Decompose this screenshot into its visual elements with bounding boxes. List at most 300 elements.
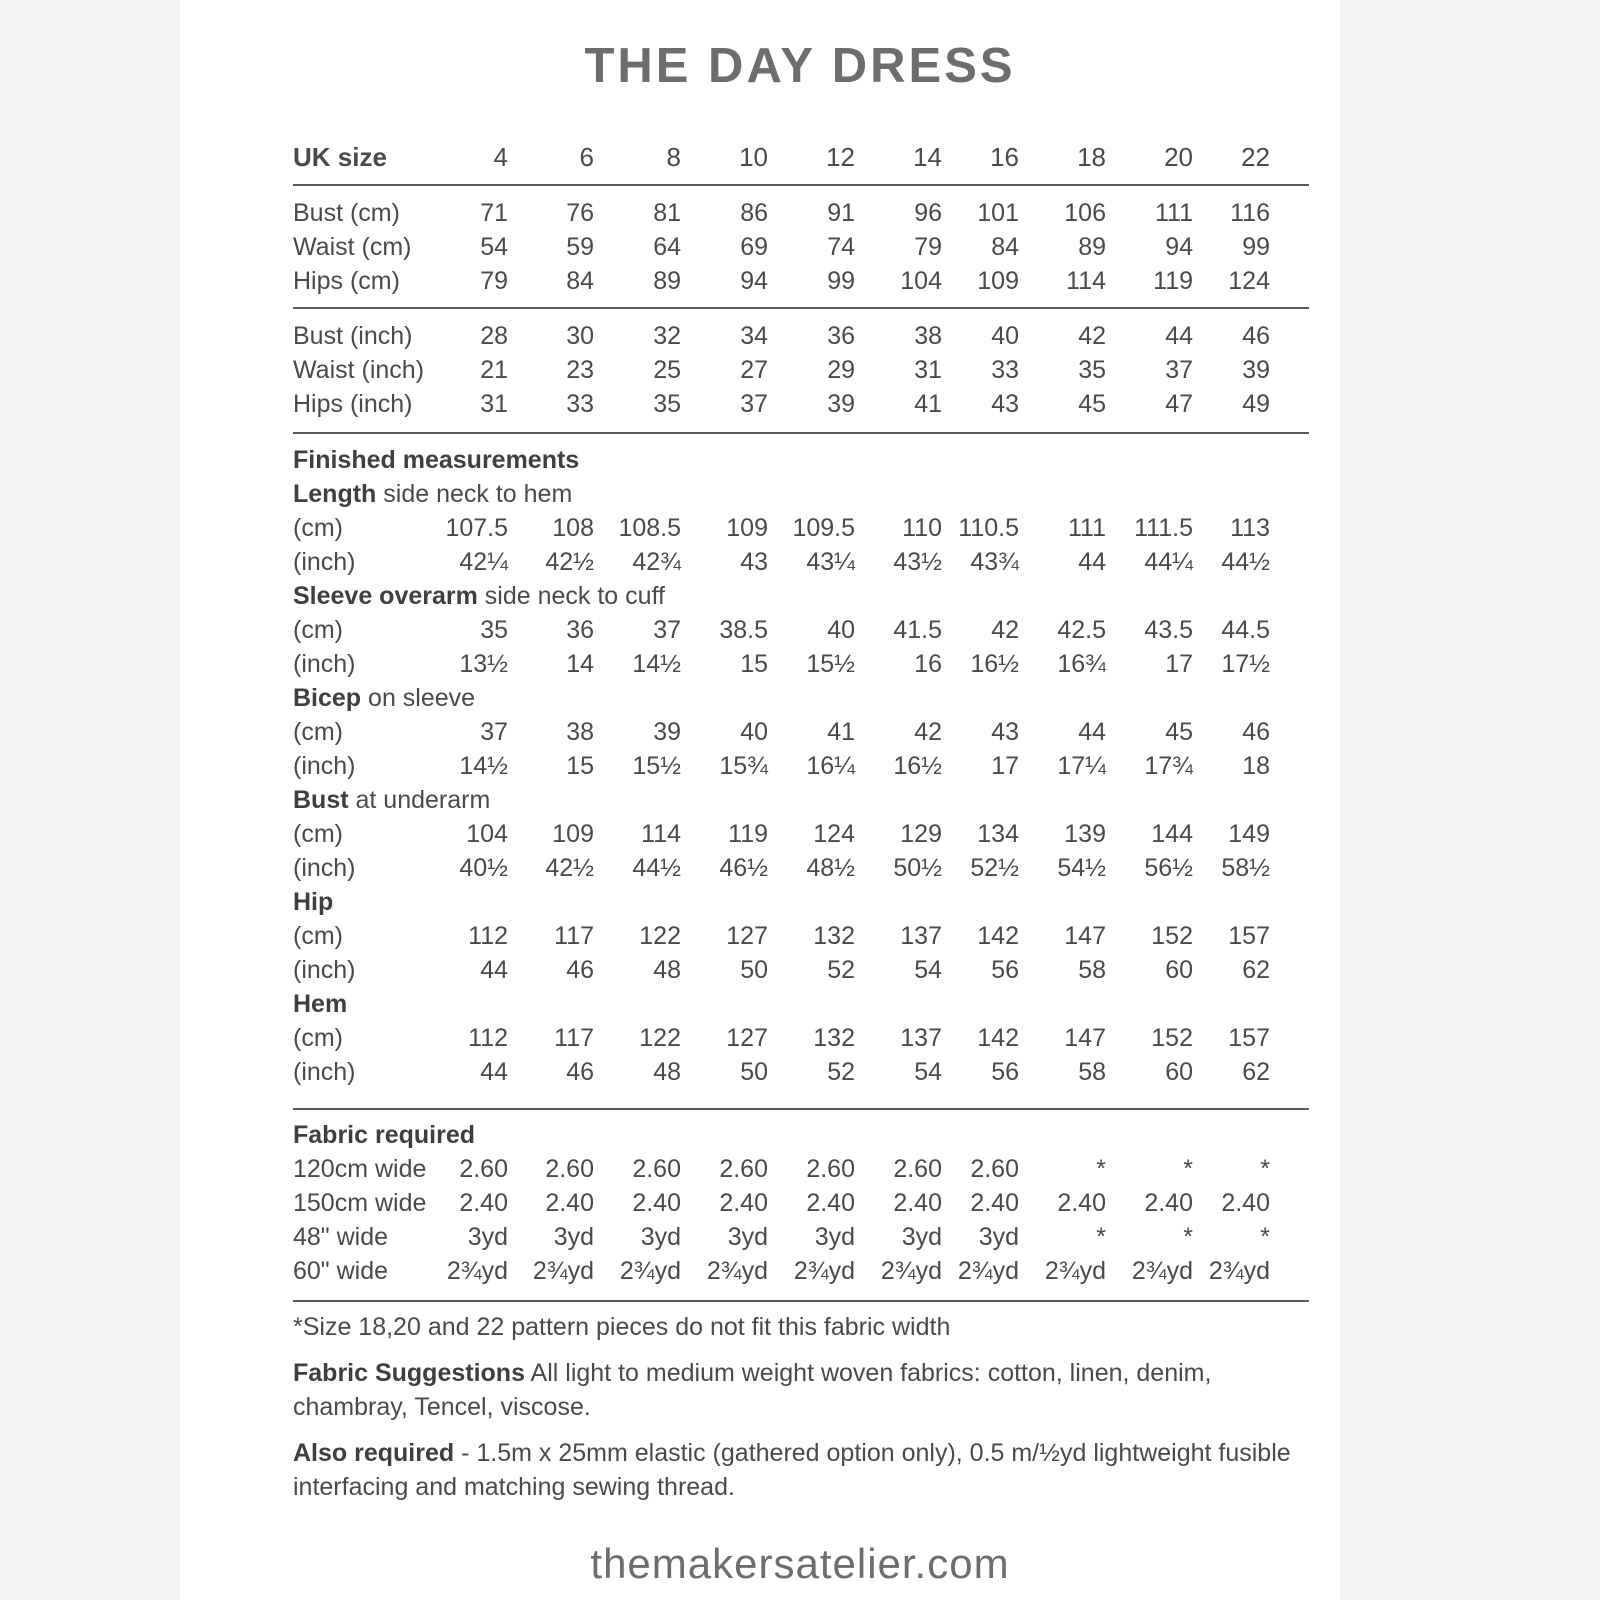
table-cell: 2¾yd [1044, 1257, 1106, 1285]
table-cell: 14 [913, 142, 942, 172]
table-cell: 2.40 [893, 1189, 942, 1217]
table-cell: 23 [566, 356, 594, 384]
divider [293, 184, 1309, 186]
table-cell: 44½ [1221, 548, 1270, 576]
table-cell: 134 [977, 820, 1019, 848]
table-cell: 43 [991, 718, 1019, 746]
table-cell: 50 [740, 956, 768, 984]
table-cell: 45 [1078, 390, 1106, 418]
table-cell: 108 [552, 514, 594, 542]
table-cell: 35 [653, 390, 681, 418]
table-cell: 124 [813, 820, 855, 848]
table-cell: 101 [977, 199, 1019, 227]
table-cell: 2.40 [1144, 1189, 1193, 1217]
table-cell: 25 [653, 356, 681, 384]
table-cell: 106 [1064, 199, 1106, 227]
table-row [0, 1021, 1600, 1055]
table-cell: 30 [566, 322, 594, 350]
table-cell: 8 [666, 142, 681, 172]
table-row [0, 613, 1600, 647]
table-cell: 132 [813, 1024, 855, 1052]
table-cell: 40 [740, 718, 768, 746]
table-cell: * [1260, 1223, 1270, 1251]
divider [293, 1108, 1309, 1110]
table-cell: 44 [1078, 718, 1106, 746]
table-cell: 2¾yd [1131, 1257, 1193, 1285]
row-label: UK size [293, 142, 387, 172]
row-label: (cm) [293, 820, 343, 848]
section-heading-bold: Bicep [293, 684, 362, 712]
table-cell: 21 [480, 356, 508, 384]
table-cell: 45 [1165, 718, 1193, 746]
table-cell: 2¾yd [1208, 1257, 1270, 1285]
table-cell: 42½ [545, 854, 594, 882]
row-label: (cm) [293, 1024, 343, 1052]
row-label: (inch) [293, 1058, 356, 1086]
table-cell: 39 [827, 390, 855, 418]
table-cell: 2.60 [719, 1155, 768, 1183]
table-cell: 3yd [901, 1223, 942, 1251]
table-cell: 104 [900, 267, 942, 295]
table-cell: 79 [480, 267, 508, 295]
table-cell: 2.60 [459, 1155, 508, 1183]
group-heading [293, 987, 347, 1021]
table-cell: 127 [726, 1024, 768, 1052]
table-cell: 14 [566, 650, 594, 678]
section-heading-bold: Fabric required [293, 1121, 475, 1149]
also-required [293, 1436, 1313, 1504]
table-cell: 91 [827, 199, 855, 227]
table-cell: 56 [991, 956, 1019, 984]
table-cell: 46½ [719, 854, 768, 882]
fabric-suggestions-text: All light to medium weight woven fabrics: cotton, linen, denim, chambray, Tencel, viscose. [293, 1359, 1212, 1421]
table-cell: 58 [1078, 956, 1106, 984]
table-cell: 33 [566, 390, 594, 418]
table-cell: 16½ [970, 650, 1019, 678]
table-cell: 29 [827, 356, 855, 384]
table-row [0, 196, 1600, 230]
table-cell: 64 [653, 233, 681, 261]
table-cell: 27 [740, 356, 768, 384]
table-cell: 18 [1077, 142, 1106, 172]
table-cell: 52½ [970, 854, 1019, 882]
table-cell: 3yd [640, 1223, 681, 1251]
table-cell: 117 [554, 922, 594, 950]
table-row [0, 353, 1600, 387]
table-cell: 41 [914, 390, 942, 418]
table-row [0, 1055, 1600, 1089]
table-cell: 33 [991, 356, 1019, 384]
table-cell: 43¾ [970, 548, 1019, 576]
table-row [0, 647, 1600, 681]
table-cell: 52 [827, 1058, 855, 1086]
table-cell: 54 [480, 233, 508, 261]
table-cell: 109.5 [792, 514, 855, 542]
table-cell: 111.5 [1134, 514, 1193, 542]
table-cell: 58 [1078, 1058, 1106, 1086]
row-label: (cm) [293, 514, 343, 542]
table-row [0, 387, 1600, 421]
table-cell: * [1183, 1223, 1193, 1251]
table-cell: 84 [991, 233, 1019, 261]
group-heading [293, 885, 333, 919]
table-cell: 111 [1067, 514, 1106, 542]
table-cell: 34 [740, 322, 768, 350]
table-cell: 37 [740, 390, 768, 418]
table-cell: 110.5 [958, 514, 1019, 542]
table-cell: 89 [1078, 233, 1106, 261]
table-cell: 2.40 [459, 1189, 508, 1217]
table-cell: 13½ [459, 650, 508, 678]
table-cell: 59 [566, 233, 594, 261]
table-cell: 40 [991, 322, 1019, 350]
table-cell: 2.40 [970, 1189, 1019, 1217]
table-cell: 54½ [1057, 854, 1106, 882]
row-label: (inch) [293, 854, 356, 882]
table-cell: 43 [740, 548, 768, 576]
table-cell: 147 [1064, 922, 1106, 950]
table-cell: 111 [1154, 199, 1193, 227]
table-cell: 39 [1242, 356, 1270, 384]
table-cell: 96 [914, 199, 942, 227]
table-cell: 71 [480, 199, 508, 227]
section-heading-desc: side neck to cuff [477, 582, 666, 610]
table-cell: 14½ [459, 752, 508, 780]
table-cell: 144 [1151, 820, 1193, 848]
table-cell: 60 [1165, 956, 1193, 984]
section-heading-bold: Length [293, 480, 377, 508]
table-cell: 2.40 [806, 1189, 855, 1217]
table-cell: 99 [827, 267, 855, 295]
table-cell: 20 [1164, 142, 1193, 172]
table-row [0, 511, 1600, 545]
section-heading-bold: Sleeve overarm [293, 582, 478, 610]
table-cell: 147 [1064, 1024, 1106, 1052]
table-cell: 36 [566, 616, 594, 644]
row-label: Bust (cm) [293, 199, 400, 227]
table-cell: 2¾yd [619, 1257, 681, 1285]
group-heading [293, 579, 665, 613]
row-label: (inch) [293, 650, 356, 678]
table-cell: 47 [1165, 390, 1193, 418]
table-cell: 17½ [1221, 650, 1270, 678]
row-label: Hips (inch) [293, 390, 413, 418]
table-cell: 43 [991, 390, 1019, 418]
table-cell: 16¼ [806, 752, 855, 780]
table-cell: 42¼ [459, 548, 508, 576]
table-cell: 76 [566, 199, 594, 227]
table-cell: 2.60 [545, 1155, 594, 1183]
section-heading-bold: Hem [293, 990, 348, 1018]
table-cell: 132 [813, 922, 855, 950]
table-cell: 2.40 [632, 1189, 681, 1217]
table-cell: 94 [740, 267, 768, 295]
also-required-text: - 1.5m x 25mm elastic (gathered option only), 0.5 m/½yd lightweight fusible interfacing and matching sewing thread. [293, 1439, 1291, 1501]
table-cell: 89 [653, 267, 681, 295]
table-cell: 2¾yd [446, 1257, 508, 1285]
table-cell: 2.40 [719, 1189, 768, 1217]
table-cell: 142 [977, 1024, 1019, 1052]
table-cell: 2¾yd [706, 1257, 768, 1285]
table-cell: 36 [827, 322, 855, 350]
row-label: (cm) [293, 616, 343, 644]
table-cell: 112 [468, 922, 508, 950]
table-cell: 40 [827, 616, 855, 644]
table-cell: 35 [480, 616, 508, 644]
table-cell: * [1183, 1155, 1193, 1183]
table-cell: 52 [827, 956, 855, 984]
table-cell: 35 [1078, 356, 1106, 384]
table-cell: 44 [480, 1058, 508, 1086]
table-cell: 139 [1064, 820, 1106, 848]
website-url: themakersatelier.com [590, 1540, 1010, 1587]
table-row [0, 715, 1600, 749]
table-cell: 15 [566, 752, 594, 780]
table-cell: 31 [914, 356, 942, 384]
table-cell: 2¾yd [532, 1257, 594, 1285]
table-cell: 60 [1165, 1058, 1193, 1086]
section-heading-desc: on sleeve [361, 684, 476, 712]
table-cell: 149 [1228, 820, 1270, 848]
section-heading-desc: side neck to hem [376, 480, 573, 508]
section-heading-bold: Finished measurements [293, 446, 580, 474]
table-row [0, 749, 1600, 783]
table-cell: 44 [1165, 322, 1193, 350]
table-cell: 99 [1242, 233, 1270, 261]
table-cell: 2.40 [1057, 1189, 1106, 1217]
divider [293, 1300, 1309, 1302]
table-cell: 127 [726, 922, 768, 950]
table-cell: 122 [639, 922, 681, 950]
row-label: (inch) [293, 548, 356, 576]
row-label: (inch) [293, 752, 356, 780]
table-cell: 104 [466, 820, 508, 848]
table-cell: 3yd [553, 1223, 594, 1251]
table-cell: 16¾ [1057, 650, 1106, 678]
table-cell: 43.5 [1144, 616, 1193, 644]
table-cell: 42½ [545, 548, 594, 576]
table-cell: 37 [653, 616, 681, 644]
table-cell: 3yd [727, 1223, 768, 1251]
table-cell: 44¼ [1144, 548, 1193, 576]
table-cell: 137 [900, 922, 942, 950]
table-cell: 50½ [893, 854, 942, 882]
group-heading [293, 783, 490, 817]
table-cell: 110 [902, 514, 942, 542]
row-label: 120cm wide [293, 1155, 427, 1183]
table-cell: 44 [480, 956, 508, 984]
table-cell: 107.5 [445, 514, 508, 542]
table-cell: 18 [1242, 752, 1270, 780]
table-cell: 12 [826, 142, 855, 172]
table-cell: 10 [739, 142, 768, 172]
table-cell: 122 [639, 1024, 681, 1052]
table-cell: 46 [1242, 718, 1270, 746]
table-cell: 109 [726, 514, 768, 542]
table-cell: 2.60 [970, 1155, 1019, 1183]
table-cell: 157 [1228, 1024, 1270, 1052]
table-cell: 62 [1242, 956, 1270, 984]
table-cell: 152 [1151, 1024, 1193, 1052]
table-cell: 81 [653, 199, 681, 227]
table-row [0, 230, 1600, 264]
section-heading [293, 1118, 475, 1152]
table-cell: 117 [554, 1024, 594, 1052]
table-cell: 32 [653, 322, 681, 350]
row-label: Bust (inch) [293, 322, 413, 350]
row-label: 60" wide [293, 1257, 389, 1285]
table-cell: 42.5 [1057, 616, 1106, 644]
table-cell: 124 [1228, 267, 1270, 295]
table-cell: 28 [480, 322, 508, 350]
row-label: (inch) [293, 956, 356, 984]
table-cell: 69 [740, 233, 768, 261]
table-row [0, 817, 1600, 851]
divider [293, 432, 1309, 434]
table-cell: 39 [653, 718, 681, 746]
table-cell: 42 [914, 718, 942, 746]
table-cell: 119 [1153, 267, 1193, 295]
table-cell: 3yd [978, 1223, 1019, 1251]
table-cell: 58½ [1221, 854, 1270, 882]
section-heading-bold: Bust [293, 786, 349, 814]
row-label: Hips (cm) [293, 267, 400, 295]
table-cell: 119 [728, 820, 768, 848]
table-cell: 4 [493, 142, 508, 172]
row-label: 48" wide [293, 1223, 389, 1251]
table-row [0, 919, 1600, 953]
table-cell: 46 [1242, 322, 1270, 350]
table-cell: 15½ [806, 650, 855, 678]
table-cell: 152 [1151, 922, 1193, 950]
table-cell: 114 [641, 820, 681, 848]
table-cell: 2.40 [545, 1189, 594, 1217]
table-cell: 44.5 [1221, 616, 1270, 644]
table-row [0, 1186, 1600, 1220]
table-cell: 44½ [632, 854, 681, 882]
table-cell: 129 [900, 820, 942, 848]
table-cell: 46 [566, 1058, 594, 1086]
table-cell: 157 [1228, 922, 1270, 950]
table-row [0, 1220, 1600, 1254]
table-cell: 43¼ [806, 548, 855, 576]
table-cell: 15½ [632, 752, 681, 780]
table-cell: 48½ [806, 854, 855, 882]
table-cell: 84 [566, 267, 594, 295]
table-cell: 42 [1078, 322, 1106, 350]
table-cell: 74 [827, 233, 855, 261]
table-cell: 17 [991, 752, 1019, 780]
table-cell: 2.60 [893, 1155, 942, 1183]
table-row [0, 1254, 1600, 1288]
table-cell: 41 [827, 718, 855, 746]
row-label: 150cm wide [293, 1189, 427, 1217]
table-cell: 15¾ [719, 752, 768, 780]
table-cell: 40½ [459, 854, 508, 882]
table-cell: 17 [1165, 650, 1193, 678]
table-cell: 14½ [632, 650, 681, 678]
table-cell: 48 [653, 1058, 681, 1086]
table-cell: 50 [740, 1058, 768, 1086]
table-cell: 142 [977, 922, 1019, 950]
table-cell: 42¾ [632, 548, 681, 576]
table-cell: 3yd [814, 1223, 855, 1251]
table-cell: 42 [991, 616, 1019, 644]
table-cell: 54 [914, 956, 942, 984]
table-cell: 113 [1230, 514, 1270, 542]
table-cell: * [1260, 1155, 1270, 1183]
table-cell: 2¾yd [957, 1257, 1019, 1285]
table-cell: 62 [1242, 1058, 1270, 1086]
table-cell: * [1096, 1223, 1106, 1251]
table-row [0, 1152, 1600, 1186]
fabric-suggestions [293, 1356, 1313, 1424]
table-cell: 6 [579, 142, 594, 172]
table-cell: 16 [914, 650, 942, 678]
table-cell: 38.5 [719, 616, 768, 644]
section-heading-desc: at underarm [348, 786, 491, 814]
table-cell: 38 [566, 718, 594, 746]
table-cell: 49 [1242, 390, 1270, 418]
table-row [0, 140, 1600, 174]
table-row [0, 264, 1600, 298]
table-cell: 109 [552, 820, 594, 848]
table-cell: 16 [990, 142, 1019, 172]
table-cell: 54 [914, 1058, 942, 1086]
page-title: THE DAY DRESS [584, 39, 1016, 93]
divider [293, 307, 1309, 309]
table-cell: 46 [566, 956, 594, 984]
table-cell: 94 [1165, 233, 1193, 261]
table-cell: 22 [1241, 142, 1270, 172]
table-cell: 44 [1078, 548, 1106, 576]
table-row [0, 545, 1600, 579]
table-cell: 2¾yd [793, 1257, 855, 1285]
section-heading-bold: Hip [293, 888, 334, 916]
row-label: Waist (inch) [293, 356, 425, 384]
table-cell: 116 [1230, 199, 1270, 227]
group-heading [293, 477, 572, 511]
table-cell: 15 [740, 650, 768, 678]
table-cell: 37 [480, 718, 508, 746]
table-cell: 48 [653, 956, 681, 984]
table-row [0, 851, 1600, 885]
table-cell: 16½ [893, 752, 942, 780]
table-cell: * [1096, 1155, 1106, 1183]
table-cell: 112 [468, 1024, 508, 1052]
table-cell: 56½ [1144, 854, 1193, 882]
table-cell: 2.40 [1221, 1189, 1270, 1217]
table-cell: 137 [900, 1024, 942, 1052]
section-heading [293, 443, 579, 477]
table-cell: 2.60 [806, 1155, 855, 1183]
group-heading [293, 681, 475, 715]
table-cell: 43½ [893, 548, 942, 576]
table-cell: 17¼ [1057, 752, 1106, 780]
table-cell: 2¾yd [880, 1257, 942, 1285]
row-label: Waist (cm) [293, 233, 412, 261]
table-cell: 114 [1066, 267, 1106, 295]
table-cell: 38 [914, 322, 942, 350]
table-row [0, 319, 1600, 353]
table-cell: 108.5 [618, 514, 681, 542]
table-cell: 31 [480, 390, 508, 418]
table-cell: 109 [977, 267, 1019, 295]
table-cell: 2.60 [632, 1155, 681, 1183]
table-cell: 3yd [467, 1223, 508, 1251]
table-row [0, 953, 1600, 987]
table-cell: 17¾ [1144, 752, 1193, 780]
